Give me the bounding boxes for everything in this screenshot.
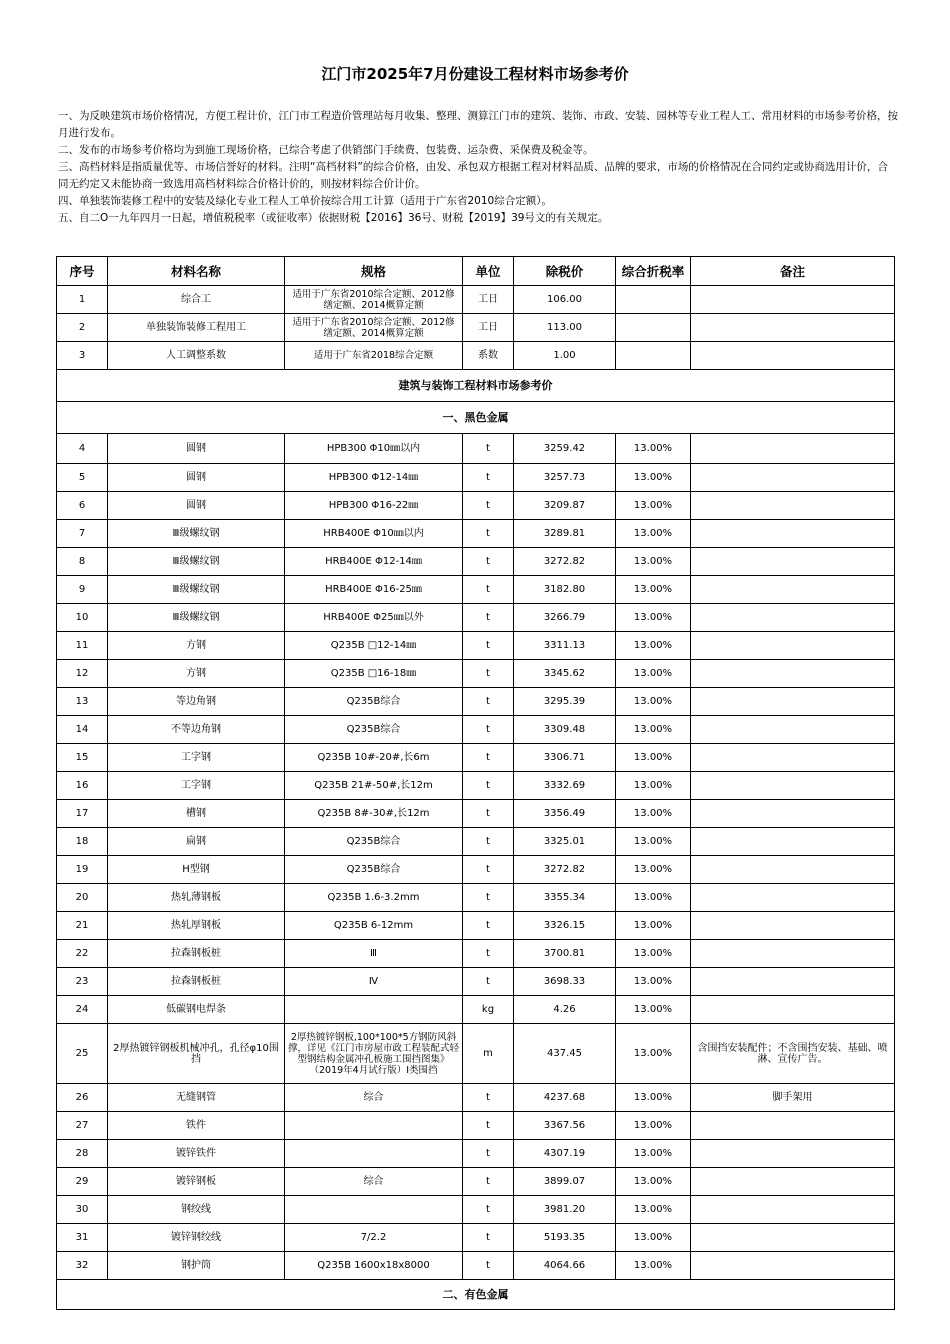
cell-price: 437.45 [514,1024,616,1084]
cell-note [691,548,895,576]
cell-unit: t [463,1112,514,1140]
cell-unit: t [463,492,514,520]
cell-price: 3345.62 [514,660,616,688]
cell-rate: 13.00% [616,1112,691,1140]
note-5: 五、自二O一九年四月一日起，增值税税率（或征收率）依据财税【2016】36号、财税【2019】39号文的有关规定。 [58,212,609,224]
cell-spec [285,1140,463,1168]
header-spec: 规格 [285,257,463,286]
cell-unit: t [463,1168,514,1196]
cell-price: 1.00 [514,342,616,370]
cell-price: 4064.66 [514,1252,616,1280]
cell-price: 3295.39 [514,688,616,716]
table-row [57,464,895,492]
header-note: 备注 [691,257,895,286]
cell-no: 19 [57,856,108,884]
cell-unit: 工日 [463,286,514,314]
cell-unit: t [463,1196,514,1224]
cell-unit: t [463,520,514,548]
cell-name: 铁件 [108,1112,285,1140]
cell-name: 工字钢 [108,772,285,800]
cell-unit: t [463,968,514,996]
cell-rate: 13.00% [616,632,691,660]
cell-no: 25 [57,1024,108,1084]
cell-note [691,434,895,464]
table-row [57,604,895,632]
cell-note [691,342,895,370]
cell-no: 23 [57,968,108,996]
cell-note [691,828,895,856]
cell-rate: 13.00% [616,716,691,744]
cell-rate: 13.00% [616,1024,691,1084]
cell-unit: 工日 [463,314,514,342]
cell-note [691,716,895,744]
cell-no: 24 [57,996,108,1024]
cell-unit: 系数 [463,342,514,370]
cell-rate: 13.00% [616,968,691,996]
cell-spec: Q235B 6-12mm [285,912,463,940]
cell-no: 10 [57,604,108,632]
cell-spec: Q235B综合 [285,856,463,884]
cell-rate: 13.00% [616,434,691,464]
table-row [57,688,895,716]
cell-rate: 13.00% [616,744,691,772]
cell-note [691,856,895,884]
cell-unit: t [463,884,514,912]
cell-note [691,912,895,940]
table-row [57,772,895,800]
cell-name: 镀锌钢板 [108,1168,285,1196]
cell-price: 3309.48 [514,716,616,744]
cell-no: 7 [57,520,108,548]
cell-price: 4.26 [514,996,616,1024]
cell-unit: t [463,1252,514,1280]
cell-note [691,1224,895,1252]
cell-no: 22 [57,940,108,968]
table-row [57,744,895,772]
cell-rate: 13.00% [616,1168,691,1196]
cell-price: 106.00 [514,286,616,314]
cell-spec: HPB300 Φ16-22㎜ [285,492,463,520]
cell-rate: 13.00% [616,464,691,492]
cell-price: 3981.20 [514,1196,616,1224]
cell-spec: HPB300 Φ10㎜以内 [285,434,463,464]
cell-rate: 13.00% [616,1084,691,1112]
table-row [57,884,895,912]
cell-unit: t [463,632,514,660]
cell-unit: t [463,1224,514,1252]
cell-name: 钢绞线 [108,1196,285,1224]
cell-rate: 13.00% [616,660,691,688]
cell-spec: 适用于广东省2010综合定额、2012修缮定额、2014概算定额 [285,314,463,342]
table-row [57,576,895,604]
cell-no: 32 [57,1252,108,1280]
cell-spec: Q235B综合 [285,716,463,744]
section-2-row [57,1280,895,1310]
cell-price: 3272.82 [514,548,616,576]
cell-rate: 13.00% [616,688,691,716]
cell-spec: Q235B综合 [285,828,463,856]
cell-no: 31 [57,1224,108,1252]
cell-no: 29 [57,1168,108,1196]
cell-unit: t [463,576,514,604]
table-row [57,1084,895,1112]
cell-no: 26 [57,1084,108,1112]
cell-no: 3 [57,342,108,370]
header-price: 除税价 [514,257,616,286]
cell-no: 5 [57,464,108,492]
header-row [57,257,895,286]
cell-no: 8 [57,548,108,576]
cell-name: Ⅲ级螺纹钢 [108,520,285,548]
cell-note: 含围挡安装配件；不含围挡安装、基础、喷淋、宣传广告。 [691,1024,895,1084]
cell-price: 3306.71 [514,744,616,772]
cell-name: 工字钢 [108,744,285,772]
cell-rate: 13.00% [616,604,691,632]
cell-price: 3209.87 [514,492,616,520]
note-2: 二、发布的市场参考价格均为到施工现场价格，已综合考虑了供销部门手续费、包装费、运杂费、采保费及税金等。 [58,144,594,156]
cell-name: Ⅲ级螺纹钢 [108,548,285,576]
cell-rate: 13.00% [616,576,691,604]
section-main-row-label: 建筑与装饰工程材料市场参考价 [57,370,895,402]
notes-section [58,108,898,227]
cell-unit: kg [463,996,514,1024]
cell-name: 方钢 [108,660,285,688]
cell-price: 3272.82 [514,856,616,884]
cell-spec: HRB400E Φ12-14㎜ [285,548,463,576]
cell-spec: HRB400E Φ16-25㎜ [285,576,463,604]
cell-no: 13 [57,688,108,716]
cell-unit: t [463,548,514,576]
cell-unit: t [463,604,514,632]
cell-price: 3355.34 [514,884,616,912]
table-row [57,632,895,660]
cell-no: 18 [57,828,108,856]
cell-rate: 13.00% [616,940,691,968]
cell-unit: t [463,464,514,492]
cell-spec: Q235B 1.6-3.2mm [285,884,463,912]
cell-spec: Ⅲ [285,940,463,968]
cell-note [691,314,895,342]
cell-rate: 13.00% [616,856,691,884]
table-row [57,716,895,744]
cell-note [691,286,895,314]
cell-no: 12 [57,660,108,688]
cell-spec: 综合 [285,1084,463,1112]
cell-price: 3289.81 [514,520,616,548]
cell-rate [616,342,691,370]
cell-note [691,492,895,520]
cell-note [691,800,895,828]
cell-note [691,884,895,912]
cell-unit: t [463,772,514,800]
cell-spec: Q235B综合 [285,688,463,716]
table-row [57,314,895,342]
table-row [57,434,895,464]
cell-spec [285,996,463,1024]
table-row [57,520,895,548]
cell-price: 3698.33 [514,968,616,996]
cell-rate: 13.00% [616,492,691,520]
table-row [57,660,895,688]
cell-note [691,1112,895,1140]
cell-unit: t [463,688,514,716]
cell-name: 圆钢 [108,492,285,520]
price-table [56,256,895,1310]
cell-note [691,464,895,492]
table-row [57,1168,895,1196]
cell-spec: 综合 [285,1168,463,1196]
table-row [57,286,895,314]
cell-price: 3356.49 [514,800,616,828]
cell-unit: t [463,434,514,464]
cell-no: 4 [57,434,108,464]
cell-rate [616,286,691,314]
table-row [57,492,895,520]
cell-unit: t [463,856,514,884]
cell-price: 4237.68 [514,1084,616,1112]
cell-name: 槽钢 [108,800,285,828]
cell-no: 2 [57,314,108,342]
header-rate: 综合折税率 [616,257,691,286]
cell-no: 17 [57,800,108,828]
cell-rate: 13.00% [616,548,691,576]
table-row [57,912,895,940]
cell-spec [285,1112,463,1140]
table-row [57,548,895,576]
cell-spec: Q235B 8#-30#,长12m [285,800,463,828]
cell-no: 28 [57,1140,108,1168]
cell-note [691,576,895,604]
cell-note [691,940,895,968]
cell-name: 方钢 [108,632,285,660]
cell-name: 扁钢 [108,828,285,856]
cell-spec: Q235B □12-14㎜ [285,632,463,660]
cell-no: 27 [57,1112,108,1140]
table-row [57,968,895,996]
cell-spec: Q235B 1600x18x8000 [285,1252,463,1280]
cell-spec: 适用于广东省2010综合定额、2012修缮定额、2014概算定额 [285,286,463,314]
cell-note [691,1168,895,1196]
cell-name: H型钢 [108,856,285,884]
cell-unit: t [463,1140,514,1168]
note-1: 一、为反映建筑市场价格情况，方便工程计价，江门市工程造价管理站每月收集、整理、测算江门市的建筑、装饰、市政、安装、园林等专业工程人工、常用材料的市场参考价格，按月进行发布。 [58,110,898,139]
cell-name: Ⅲ级螺纹钢 [108,604,285,632]
cell-price: 3257.73 [514,464,616,492]
cell-note [691,772,895,800]
cell-name: Ⅲ级螺纹钢 [108,576,285,604]
table-row [57,828,895,856]
cell-no: 30 [57,1196,108,1224]
cell-price: 3311.13 [514,632,616,660]
cell-price: 4307.19 [514,1140,616,1168]
cell-spec: Q235B □16-18㎜ [285,660,463,688]
cell-price: 3899.07 [514,1168,616,1196]
section-main-row [57,370,895,402]
cell-name: 钢护筒 [108,1252,285,1280]
table-row [57,1140,895,1168]
table-row [57,342,895,370]
cell-spec: 2厚热镀锌钢板,100*100*5方钢防风斜撑，详见《江门市房屋市政工程装配式轻型钢结构金属冲孔板施工围挡图集》（2019年4月试行版）Ⅰ类围挡 [285,1024,463,1084]
cell-name: 无缝钢管 [108,1084,285,1112]
table-row [57,1196,895,1224]
cell-spec: 适用于广东省2018综合定额 [285,342,463,370]
section-2-row-label: 二、有色金属 [57,1280,895,1310]
cell-name: 单独装饰装修工程用工 [108,314,285,342]
cell-no: 11 [57,632,108,660]
cell-note [691,604,895,632]
cell-note [691,1140,895,1168]
cell-name: 等边角钢 [108,688,285,716]
cell-name: 镀锌铁件 [108,1140,285,1168]
cell-price: 113.00 [514,314,616,342]
cell-note [691,688,895,716]
cell-spec: 7/2.2 [285,1224,463,1252]
cell-note [691,632,895,660]
cell-name: 拉森钢板桩 [108,940,285,968]
cell-name: 圆钢 [108,464,285,492]
cell-note [691,1252,895,1280]
cell-rate: 13.00% [616,520,691,548]
cell-unit: t [463,828,514,856]
cell-unit: t [463,744,514,772]
cell-name: 圆钢 [108,434,285,464]
cell-name: 热轧薄钢板 [108,884,285,912]
cell-no: 14 [57,716,108,744]
cell-rate: 13.00% [616,1252,691,1280]
page-title: 江门市2025年7月份建设工程材料市场参考价 [321,65,629,83]
cell-no: 20 [57,884,108,912]
section-1-row [57,402,895,434]
note-3: 三、高档材料是指质量优等、市场信誉好的材料。注明“高档材料”的综合价格，由发、承包双方根据工程对材料品质、品牌的要求，市场的价格情况在合同约定或协商选用计价，合同无约定又未能协商一致选用高档材料综合价格计价的，则按材料综合价计价。 [58,161,888,190]
cell-note [691,996,895,1024]
cell-rate: 13.00% [616,996,691,1024]
cell-name: 镀锌钢绞线 [108,1224,285,1252]
cell-name: 人工调整系数 [108,342,285,370]
cell-rate: 13.00% [616,1224,691,1252]
cell-spec: Ⅳ [285,968,463,996]
cell-name: 拉森钢板桩 [108,968,285,996]
table-body [57,286,895,1310]
cell-price: 3326.15 [514,912,616,940]
cell-rate: 13.00% [616,772,691,800]
cell-name: 热轧厚钢板 [108,912,285,940]
table-row [57,996,895,1024]
table-row [57,1024,895,1084]
cell-rate: 13.00% [616,1140,691,1168]
cell-unit: t [463,940,514,968]
cell-name: 不等边角钢 [108,716,285,744]
cell-unit: t [463,800,514,828]
cell-rate: 13.00% [616,800,691,828]
cell-price: 3266.79 [514,604,616,632]
cell-no: 15 [57,744,108,772]
cell-note [691,968,895,996]
cell-spec: HPB300 Φ12-14㎜ [285,464,463,492]
cell-note [691,660,895,688]
cell-no: 21 [57,912,108,940]
cell-price: 3325.01 [514,828,616,856]
cell-spec: HRB400E Φ10㎜以内 [285,520,463,548]
table-row [57,800,895,828]
header-unit: 单位 [463,257,514,286]
cell-rate: 13.00% [616,1196,691,1224]
cell-note [691,744,895,772]
table-row [57,1252,895,1280]
cell-spec: Q235B 10#-20#,长6m [285,744,463,772]
cell-unit: t [463,716,514,744]
cell-rate [616,314,691,342]
note-4: 四、单独装饰装修工程中的安装及绿化专业工程人工单价按综合用工计算（适用于广东省2010综合定额）。 [58,195,552,207]
table-row [57,940,895,968]
cell-name: 低碳钢电焊条 [108,996,285,1024]
table-row [57,856,895,884]
cell-no: 16 [57,772,108,800]
cell-spec [285,1196,463,1224]
cell-price: 3367.56 [514,1112,616,1140]
cell-note [691,520,895,548]
cell-spec: HRB400E Φ25㎜以外 [285,604,463,632]
cell-rate: 13.00% [616,884,691,912]
cell-no: 9 [57,576,108,604]
section-1-row-label: 一、黑色金属 [57,402,895,434]
cell-price: 3182.80 [514,576,616,604]
cell-unit: t [463,1084,514,1112]
cell-name: 综合工 [108,286,285,314]
cell-price: 3332.69 [514,772,616,800]
cell-no: 6 [57,492,108,520]
cell-price: 3700.81 [514,940,616,968]
header-no: 序号 [57,257,108,286]
cell-spec: Q235B 21#-50#,长12m [285,772,463,800]
table-row [57,1224,895,1252]
cell-unit: t [463,660,514,688]
header-name: 材料名称 [108,257,285,286]
cell-no: 1 [57,286,108,314]
table-row [57,1112,895,1140]
cell-name: 2厚热镀锌钢板机械冲孔，孔径φ10围挡 [108,1024,285,1084]
cell-note [691,1196,895,1224]
cell-rate: 13.00% [616,828,691,856]
cell-unit: t [463,912,514,940]
cell-note: 脚手架用 [691,1084,895,1112]
cell-unit: m [463,1024,514,1084]
cell-price: 3259.42 [514,434,616,464]
cell-price: 5193.35 [514,1224,616,1252]
cell-rate: 13.00% [616,912,691,940]
